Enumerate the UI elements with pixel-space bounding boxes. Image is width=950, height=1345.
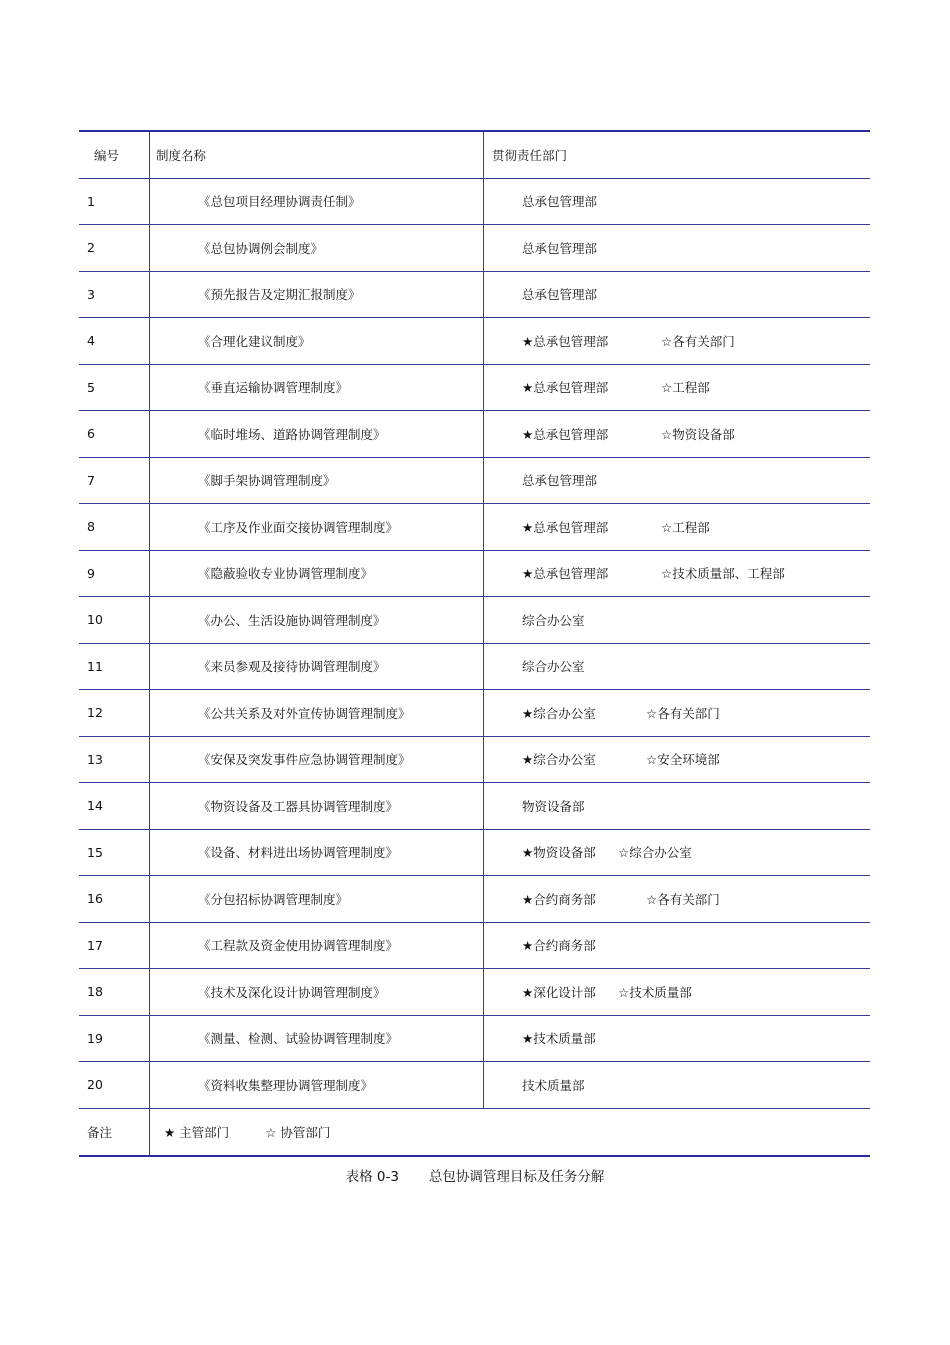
row-name: 《隐蔽验收专业协调管理制度》 [150,551,484,597]
row-num: 4 [79,318,150,364]
primary-dept: ★合约商务部 [522,891,596,907]
row-name: 《测量、检测、试验协调管理制度》 [150,1016,484,1062]
row-name: 《公共关系及对外宣传协调管理制度》 [150,690,484,736]
table-row [79,411,870,458]
row-num: 14 [79,783,150,829]
row-num: 2 [79,225,150,271]
assist-dept: ☆各有关部门 [661,333,735,349]
primary-dept: 总承包管理部 [522,473,598,489]
table-row [79,923,870,970]
row-name: 《合理化建议制度》 [150,318,484,364]
row-num: 10 [79,597,150,643]
primary-dept: ★深化设计部 [522,984,596,1000]
row-name: 《脚手架协调管理制度》 [150,458,484,504]
table-row [79,876,870,923]
assist-dept: ☆工程部 [661,380,710,396]
table-row [79,179,870,226]
row-name: 《技术及深化设计协调管理制度》 [150,969,484,1015]
table-row [79,365,870,412]
table-row [79,551,870,598]
primary-dept: ★总承包管理部 [522,426,609,442]
table-row [79,1062,870,1109]
row-name: 《预先报告及定期汇报制度》 [150,272,484,318]
assist-dept: ☆各有关部门 [646,705,720,721]
primary-dept: 物资设备部 [522,798,585,814]
primary-dept: 综合办公室 [522,659,585,675]
table-row [79,272,870,319]
primary-dept: 总承包管理部 [522,240,598,256]
row-num: 3 [79,272,150,318]
table-row [79,644,870,691]
table-row [79,597,870,644]
table-row [79,458,870,505]
primary-dept: 技术质量部 [522,1077,585,1093]
assist-dept: ☆综合办公室 [618,845,692,861]
table-row [79,318,870,365]
row-num: 13 [79,737,150,783]
primary-dept: ★综合办公室 [522,752,596,768]
note-label: 备注 [79,1109,150,1155]
row-num: 16 [79,876,150,922]
main-dept-legend: ★ 主管部门 [164,1124,230,1140]
row-num: 6 [79,411,150,457]
primary-dept: ★总承包管理部 [522,519,609,535]
assist-dept: ☆物资设备部 [661,426,735,442]
assist-dept: ☆安全环境部 [646,752,720,768]
assist-dept-legend: ☆ 协管部门 [265,1124,331,1140]
row-name: 《总包项目经理协调责任制》 [150,179,484,225]
header-name: 制度名称 [150,132,484,178]
row-num: 9 [79,551,150,597]
primary-dept: ★总承包管理部 [522,566,609,582]
table-row [79,969,870,1016]
row-name: 《办公、生活设施协调管理制度》 [150,597,484,643]
row-num: 11 [79,644,150,690]
row-name: 《分包招标协调管理制度》 [150,876,484,922]
caption-label: 表格 0-3 [345,1169,399,1185]
note-row [79,1109,870,1155]
row-name: 《物资设备及工器具协调管理制度》 [150,783,484,829]
table-row [79,504,870,551]
caption-title: 总包协调管理目标及任务分解 [428,1169,605,1185]
primary-dept: ★技术质量部 [522,1031,596,1047]
row-name: 《垂直运输协调管理制度》 [150,365,484,411]
row-name: 《工序及作业面交接协调管理制度》 [150,504,484,550]
table-header-row [79,132,870,179]
assist-dept: ☆工程部 [661,519,710,535]
row-name: 《工程款及资金使用协调管理制度》 [150,923,484,969]
table-row [79,225,870,272]
primary-dept: 综合办公室 [522,612,585,628]
assist-dept: ☆技术质量部、工程部 [661,566,785,582]
row-name: 《安保及突发事件应急协调管理制度》 [150,737,484,783]
row-num: 18 [79,969,150,1015]
table-row [79,690,870,737]
primary-dept: ★综合办公室 [522,705,596,721]
row-name: 《资料收集整理协调管理制度》 [150,1062,484,1108]
note-legend [150,1109,870,1155]
row-num: 19 [79,1016,150,1062]
row-num: 8 [79,504,150,550]
primary-dept: 总承包管理部 [522,194,598,210]
table-caption [0,1165,950,1185]
row-name: 《设备、材料进出场协调管理制度》 [150,830,484,876]
row-name: 《总包协调例会制度》 [150,225,484,271]
row-num: 15 [79,830,150,876]
row-name: 《来员参观及接待协调管理制度》 [150,644,484,690]
row-name: 《临时堆场、道路协调管理制度》 [150,411,484,457]
coordination-table [79,130,870,1157]
assist-dept: ☆技术质量部 [618,984,692,1000]
row-num: 1 [79,179,150,225]
primary-dept: ★合约商务部 [522,938,596,954]
primary-dept: 总承包管理部 [522,287,598,303]
row-num: 17 [79,923,150,969]
primary-dept: ★总承包管理部 [522,380,609,396]
row-num: 5 [79,365,150,411]
header-dept: 贯彻责任部门 [492,147,568,163]
primary-dept: ★物资设备部 [522,845,596,861]
row-num: 20 [79,1062,150,1108]
row-num: 12 [79,690,150,736]
table-row [79,737,870,784]
header-num: 编号 [79,132,150,178]
table-row [79,1016,870,1063]
primary-dept: ★总承包管理部 [522,333,609,349]
table-row [79,783,870,830]
table-row [79,830,870,877]
row-num: 7 [79,458,150,504]
assist-dept: ☆各有关部门 [646,891,720,907]
